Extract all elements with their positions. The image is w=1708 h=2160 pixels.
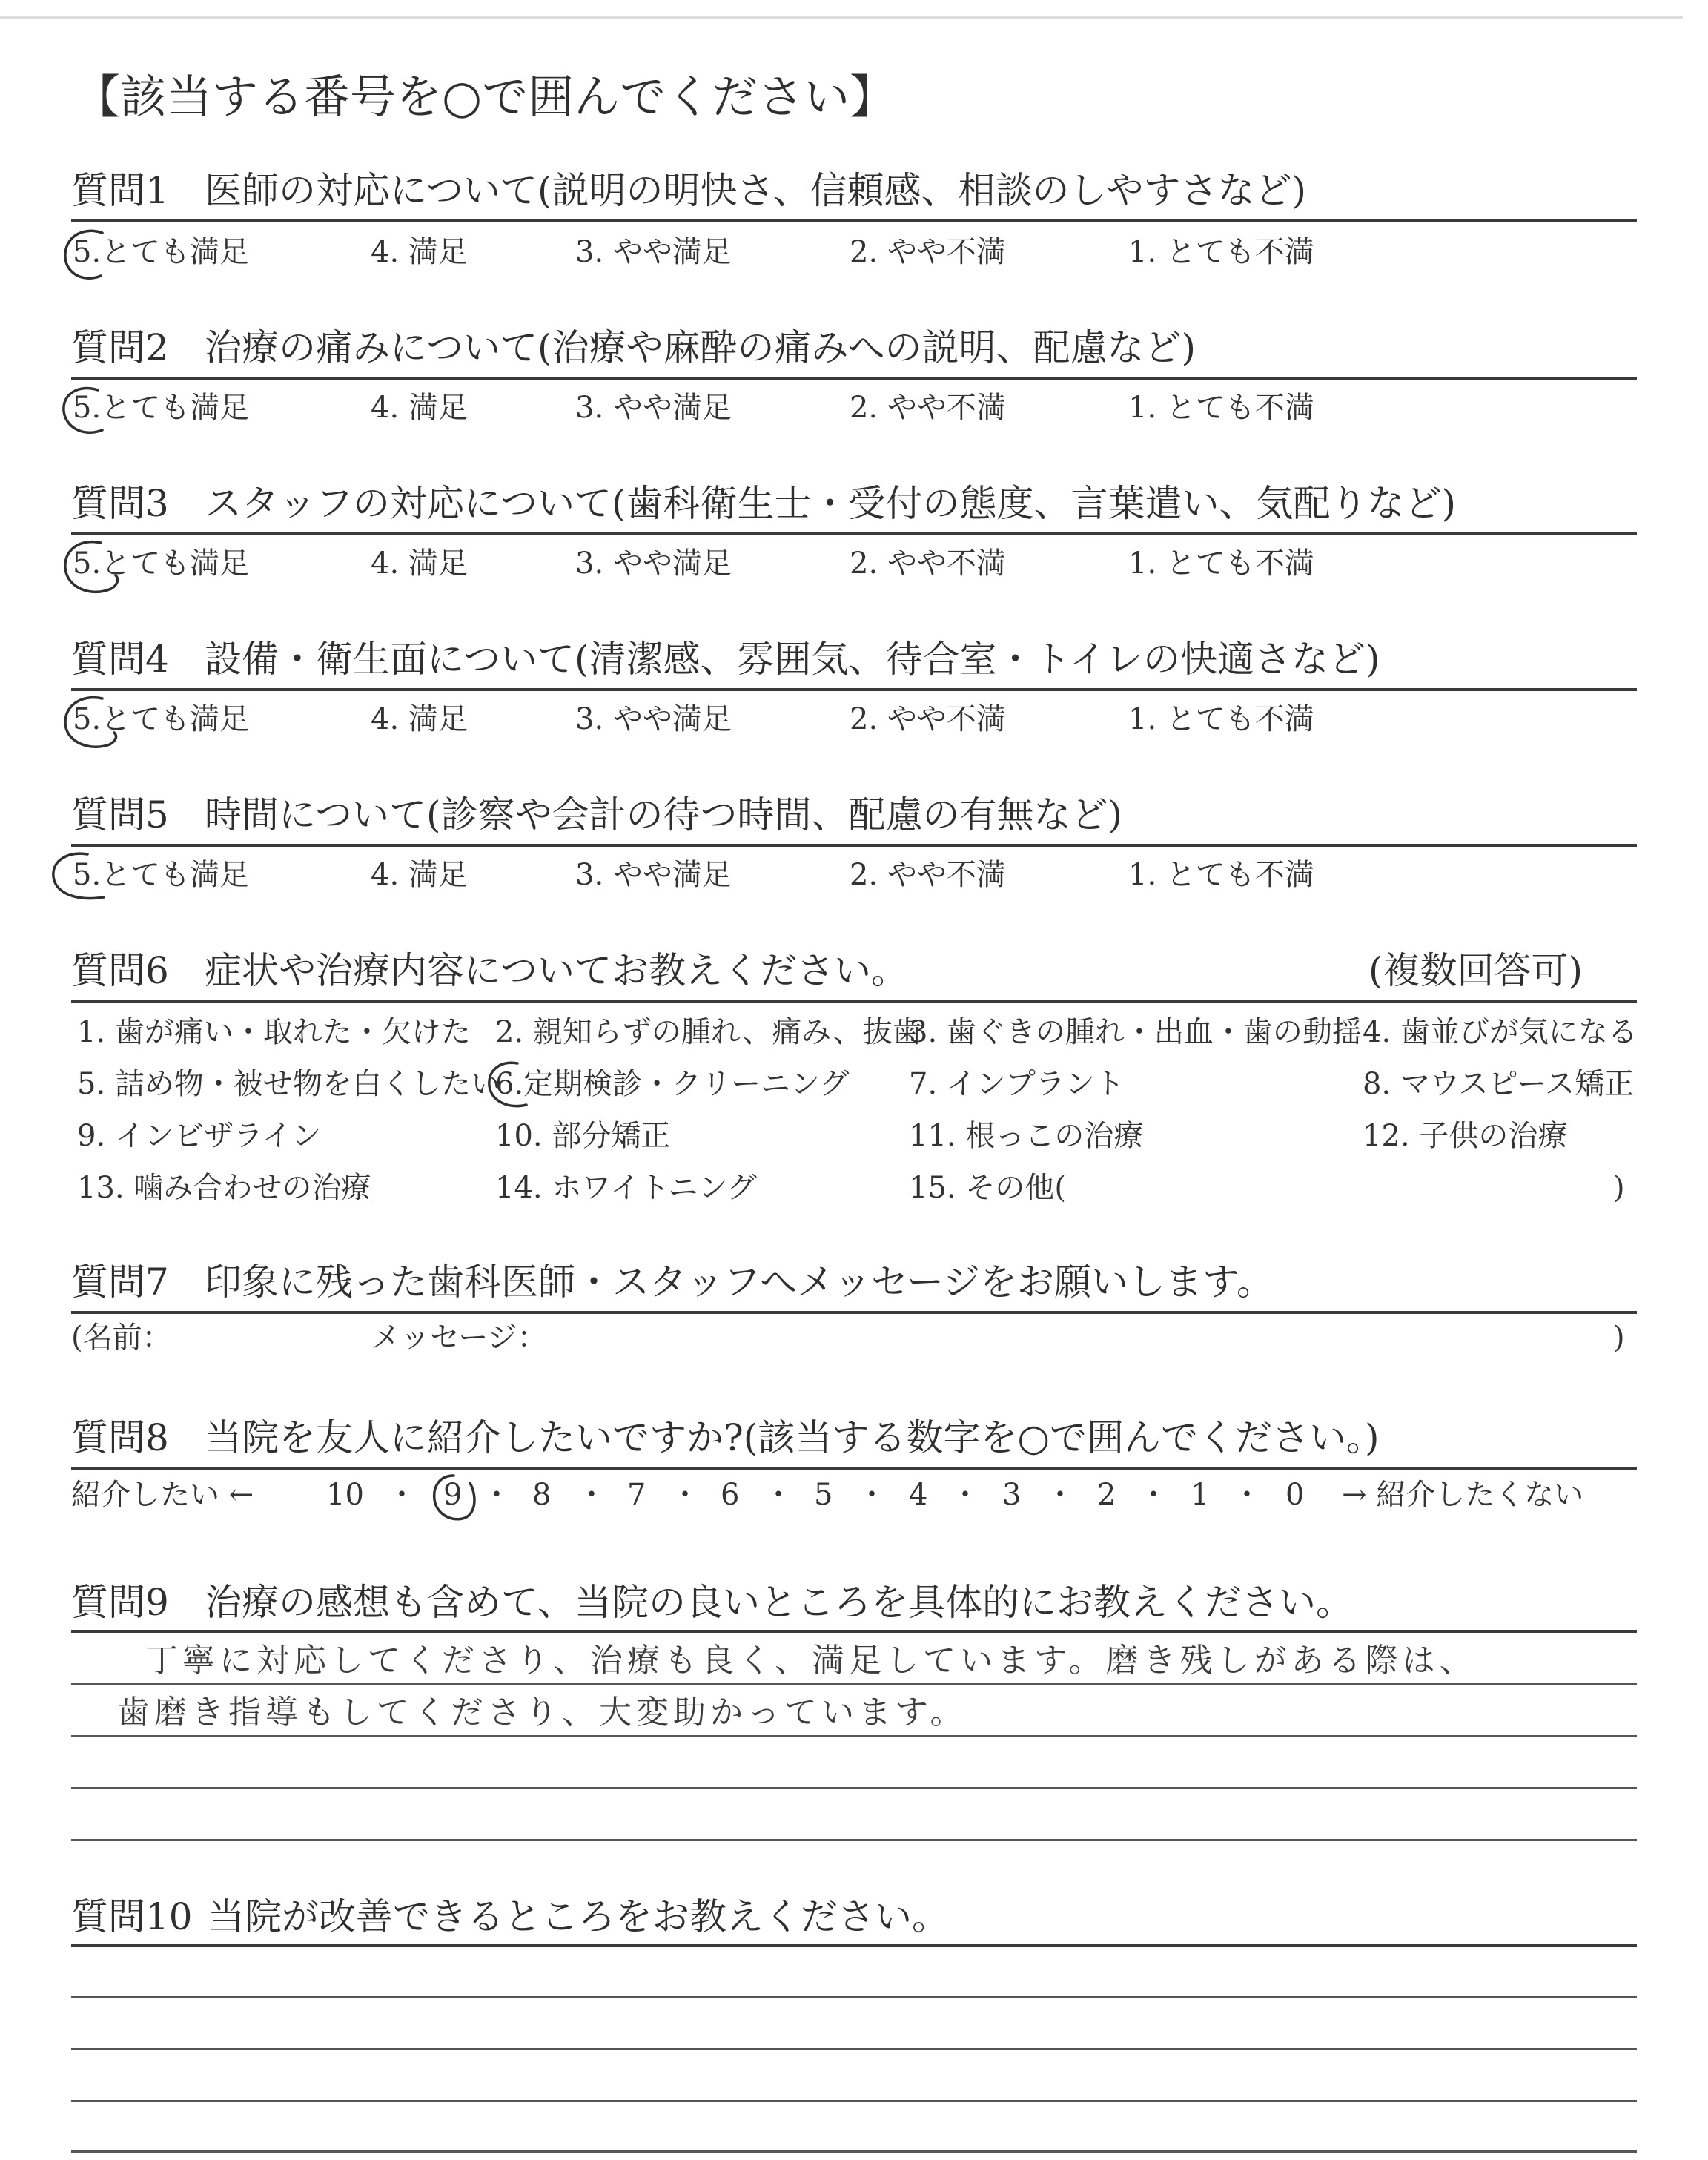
q8-scale-1[interactable]: 1 <box>1191 1478 1210 1512</box>
q4-option-2[interactable]: 2. やや不満 <box>850 702 1006 736</box>
q1-option-4[interactable]: 4. 満足 <box>371 235 468 269</box>
q7-name-label: (名前： <box>71 1321 172 1355</box>
q8-scale-3[interactable]: 3 <box>1002 1478 1022 1512</box>
q5-option-4[interactable]: 4. 満足 <box>371 858 468 892</box>
q10-text: 当院が改善できるところをお教えください。 <box>208 1895 949 1938</box>
q10-rule <box>71 1944 1637 1947</box>
q8-scale-7[interactable]: 7 <box>627 1478 646 1512</box>
q2-selection-circle <box>53 383 120 442</box>
q8-dot: ・ <box>1045 1478 1075 1512</box>
q2-option-2[interactable]: 2. やや不満 <box>850 391 1006 425</box>
q3-label: 質問3 <box>71 482 169 525</box>
q7-label: 質問7 <box>71 1261 169 1304</box>
q2-rule <box>71 377 1637 380</box>
q6-option-8[interactable]: 8. マウスピース矯正 <box>1363 1067 1635 1101</box>
q8-scale-6[interactable]: 6 <box>721 1478 740 1512</box>
q1-option-2[interactable]: 2. やや不満 <box>850 235 1006 269</box>
q6-option-15[interactable]: 15. その他( <box>909 1171 1066 1205</box>
q1-label: 質問1 <box>71 169 169 212</box>
q8-dot: ・ <box>857 1478 887 1512</box>
q10-answer-rule-1 <box>71 1996 1637 1998</box>
q3-option-2[interactable]: 2. やや不満 <box>850 546 1006 581</box>
q1-selection-circle <box>56 227 123 286</box>
q8-left-label: 紹介したい ← <box>71 1478 254 1512</box>
q8-scale-9[interactable]: 9 <box>443 1478 463 1512</box>
q2-option-1[interactable]: 1. とても不満 <box>1128 391 1314 425</box>
q7-rule <box>71 1311 1637 1314</box>
q8-scale-2[interactable]: 2 <box>1097 1478 1116 1512</box>
q4-text: 設備・衛生面について(清潔感、雰囲気、待合室・トイレの快適さなど) <box>205 638 1380 681</box>
q9-answer-rule-4 <box>71 1839 1637 1841</box>
q6-option-6[interactable]: 6.定期検診・クリーニング <box>495 1067 850 1101</box>
q3-selection-circle <box>56 537 130 604</box>
q8-scale-4[interactable]: 4 <box>909 1478 928 1512</box>
q7-text: 印象に残った歯科医師・スタッフへメッセージをお願いします。 <box>205 1261 1274 1304</box>
q5-option-1[interactable]: 1. とても不満 <box>1128 858 1314 892</box>
q3-option-4[interactable]: 4. 満足 <box>371 546 468 581</box>
q5-option-3[interactable]: 3. やや満足 <box>575 858 732 892</box>
q5-rule <box>71 844 1637 847</box>
q8-selection-circle <box>424 1470 491 1529</box>
q8-right-label: → 紹介したくない <box>1342 1478 1584 1512</box>
q6-option-9[interactable]: 9. インビザライン <box>77 1119 322 1153</box>
q4-option-3[interactable]: 3. やや満足 <box>575 702 732 736</box>
q5-option-2[interactable]: 2. やや不満 <box>850 858 1006 892</box>
q9-answer-line-2: 歯磨き指導もしてくださり、大変助かっています。 <box>117 1694 967 1731</box>
q9-rule <box>71 1630 1637 1633</box>
page-title: 【該当する番号を○で囲んでください】 <box>74 70 896 124</box>
q8-rule <box>71 1467 1637 1470</box>
q1-option-1[interactable]: 1. とても不満 <box>1128 235 1314 269</box>
q5-label: 質問5 <box>71 793 169 836</box>
q4-option-4[interactable]: 4. 満足 <box>371 702 468 736</box>
q8-dot: ・ <box>670 1478 700 1512</box>
q4-rule <box>71 688 1637 691</box>
q9-label: 質問9 <box>71 1581 169 1624</box>
q2-option-3[interactable]: 3. やや満足 <box>575 391 732 425</box>
q8-scale-10[interactable]: 10 <box>326 1478 364 1512</box>
q8-dot: ・ <box>577 1478 606 1512</box>
q8-dot: ・ <box>482 1478 512 1512</box>
q8-dot: ・ <box>950 1478 980 1512</box>
q8-label: 質問8 <box>71 1416 169 1459</box>
q6-option-5[interactable]: 5. 詰め物・被せ物を白くしたい <box>77 1067 500 1101</box>
q6-option-13[interactable]: 13. 噛み合わせの治療 <box>77 1171 371 1205</box>
q2-label: 質問2 <box>71 326 169 369</box>
q6-note: (複数回答可) <box>1368 949 1583 992</box>
q6-option-4[interactable]: 4. 歯並びが気になる <box>1363 1015 1638 1049</box>
q1-option-3[interactable]: 3. やや満足 <box>575 235 732 269</box>
q2-text: 治療の痛みについて(治療や麻酔の痛みへの説明、配慮など) <box>205 326 1196 369</box>
q9-answer-rule-1 <box>71 1683 1637 1685</box>
q6-option-15-close: ) <box>1613 1171 1625 1205</box>
q9-answer-line-1: 丁寧に対応してくださり、治療も良く、満足しています。磨き残しがある際は、 <box>145 1642 1477 1680</box>
q2-option-4[interactable]: 4. 満足 <box>371 391 468 425</box>
q6-option-14[interactable]: 14. ホワイトニング <box>495 1171 757 1205</box>
q5-option-5[interactable]: 5.とても満足 <box>73 858 250 892</box>
q10-answer-rule-4 <box>71 2150 1637 2153</box>
q4-option-5[interactable]: 5.とても満足 <box>73 702 250 736</box>
scan-top-edge <box>0 16 1683 19</box>
q6-option-7[interactable]: 7. インプラント <box>909 1067 1125 1101</box>
q8-scale-8[interactable]: 8 <box>532 1478 552 1512</box>
q10-answer-rule-2 <box>71 2048 1637 2050</box>
q8-dot: ・ <box>387 1478 417 1512</box>
q6-selection-circle <box>480 1057 547 1117</box>
q8-dot: ・ <box>764 1478 793 1512</box>
q9-answer-rule-3 <box>71 1787 1637 1789</box>
q6-text: 症状や治療内容についてお教えください。 <box>205 949 908 992</box>
q3-option-1[interactable]: 1. とても不満 <box>1128 546 1314 581</box>
q8-scale-0[interactable]: 0 <box>1285 1478 1305 1512</box>
q6-option-11[interactable]: 11. 根っこの治療 <box>909 1119 1144 1153</box>
q4-selection-circle <box>56 693 130 759</box>
q8-dot: ・ <box>1232 1478 1262 1512</box>
q3-rule <box>71 532 1637 535</box>
q1-rule <box>71 219 1637 222</box>
q6-option-10[interactable]: 10. 部分矯正 <box>495 1119 671 1153</box>
q3-option-3[interactable]: 3. やや満足 <box>575 546 732 581</box>
q4-option-1[interactable]: 1. とても不満 <box>1128 702 1314 736</box>
q4-label: 質問4 <box>71 638 169 681</box>
q7-close-paren: ) <box>1613 1321 1625 1355</box>
q3-text: スタッフの対応について(歯科衛生士・受付の態度、言葉遣い、気配りなど) <box>205 482 1457 525</box>
q8-text: 当院を友人に紹介したいですか?(該当する数字を○で囲んでください。) <box>205 1416 1380 1459</box>
q8-scale-5[interactable]: 5 <box>814 1478 833 1512</box>
q6-option-12[interactable]: 12. 子供の治療 <box>1363 1119 1568 1153</box>
q6-option-2[interactable]: 2. 親知らずの腫れ、痛み、抜歯 <box>495 1015 922 1049</box>
q1-text: 医師の対応について(説明の明快さ、信頼感、相談のしやすさなど) <box>205 169 1307 212</box>
q1-option-5[interactable]: 5.とても満足 <box>73 235 250 269</box>
q6-label: 質問6 <box>71 949 169 992</box>
q6-option-1[interactable]: 1. 歯が痛い・取れた・欠けた <box>77 1015 471 1049</box>
q10-label: 質問10 <box>71 1895 193 1938</box>
q7-message-label: メッセージ： <box>371 1321 547 1355</box>
q6-rule <box>71 1000 1637 1003</box>
q2-option-5[interactable]: 5.とても満足 <box>73 391 250 425</box>
q5-text: 時間について(診察や会計の待つ時間、配慮の有無など) <box>205 793 1123 836</box>
q10-answer-rule-3 <box>71 2100 1637 2102</box>
q8-dot: ・ <box>1139 1478 1168 1512</box>
q6-option-3[interactable]: 3. 歯ぐきの腫れ・出血・歯の動揺 <box>909 1015 1362 1049</box>
q9-text: 治療の感想も含めて、当院の良いところを具体的にお教えください。 <box>205 1581 1353 1624</box>
q5-selection-circle <box>46 850 120 909</box>
q9-answer-rule-2 <box>71 1735 1637 1737</box>
q3-option-5[interactable]: 5.とても満足 <box>73 546 250 581</box>
